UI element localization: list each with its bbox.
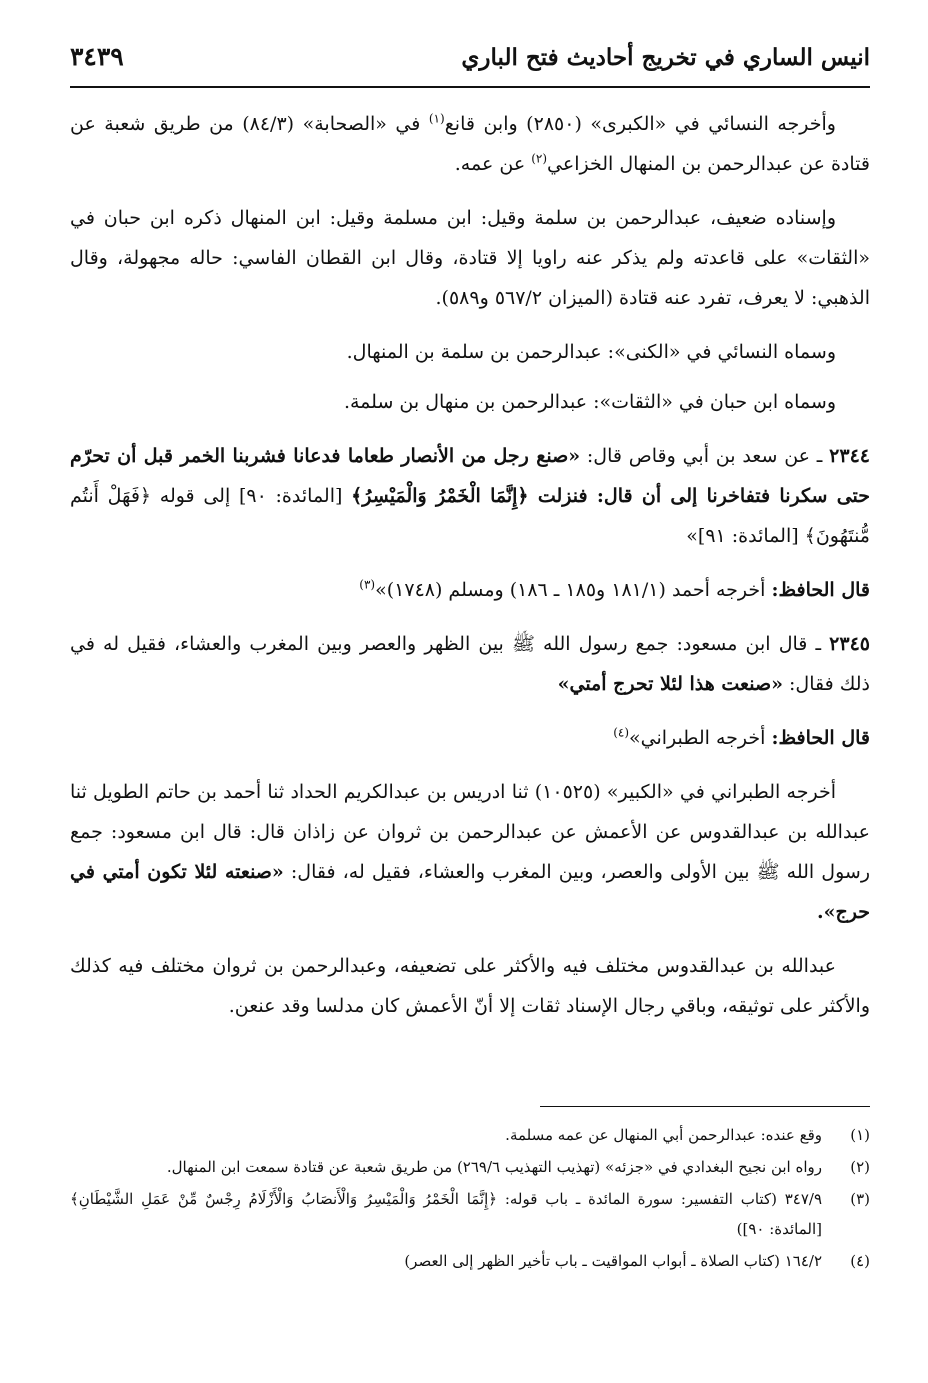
paragraph-isnad-grading: وإسناده ضعيف، عبدالرحمن بن سلمة وقيل: ابن مسلمة وقيل: ابن المنهال ذكره ابن حبان في «الثقات» على قاعدته ولم يذكر عنه راويا إلا قتادة، وقال ابن القطان الفاسي: حاله مجهولة، وقال الذهبي: لا يعرف، تفرد عنه قتادة (الميزان ٥٦٧/٢ و٥٨٩). (70, 207, 870, 309)
page-header (70, 38, 870, 88)
hadith-matn-cont: [المائدة: ٩٠] إلى قوله ﴿فَهَلْ أَنتُم مُّنتَهُونَ﴾ [المائدة: ٩١]» (70, 485, 870, 547)
footnote-text: ٣٤٧/٩ (كتاب التفسير: سورة المائدة ـ باب قوله: ﴿إِنَّمَا الْخَمْرُ وَالْمَيْسِرُ وَالْأَنصَابُ وَالْأَزْلَامُ رِجْسٌ مِّنْ عَمَلِ الشَّيْطَانِ﴾ [المائدة: ٩٠]) (70, 1190, 822, 1238)
hafiz-text: أخرجه الطبراني» (629, 727, 772, 749)
text-segment: في «الصحابة» (٨٤/٣) من طريق شعبة عن قتادة عن عبدالرحمن بن المنهال الخزاعي (70, 113, 870, 175)
footnote-text: رواه ابن نجيح البغدادي في «جزئه» (تهذيب التهذيب ٢٦٩/٦) من طريق شعبة عن قتادة سمعت ابن المنهال. (166, 1158, 822, 1176)
footnote-ref-2[interactable]: (٢) (531, 151, 548, 166)
text-segment: عن عمه. (454, 153, 532, 175)
hadith-matn: «صنع رجل من الأنصار طعاما فدعانا فشربنا الخمر قبل أن تحرّم حتى سكرنا فتفاخرنا إلى أن قال: فنزلت ﴿إِنَّمَا الْخَمْرُ وَالْمَيْسِرُ﴾ (70, 445, 871, 507)
hadith-number: ٢٣٤٤ (829, 445, 870, 467)
hafiz-label: قال الحافظ: (771, 727, 870, 749)
hadith-matn: «صنعته لئلا تكون أمتي في حرج». (70, 861, 870, 923)
hadith-2344 (70, 436, 870, 556)
hafiz-note-2345 (70, 718, 870, 758)
paragraph-ibn-hibban-naming: وسماه ابن حبان في «الثقات»: عبدالرحمن بن منهال بن سلمة. (343, 391, 836, 413)
page-number: ٣٤٣٩ (70, 42, 124, 71)
footnote-number: (٣) (850, 1190, 870, 1208)
footnote-ref-4[interactable]: (٤) (613, 725, 630, 740)
footnotes (70, 1120, 870, 1278)
paragraph-nasai-naming: وسماه النسائي في «الكنى»: عبدالرحمن بن سلمة بن المنهال. (346, 341, 836, 363)
footnote-4 (70, 1246, 870, 1276)
hadith-number: ٢٣٤٥ (829, 633, 870, 655)
footnote-number: (٢) (850, 1158, 870, 1176)
footnote-separator (540, 1106, 870, 1107)
text-segment: وأخرجه النسائي في «الكبرى» (٢٨٥٠) وابن قانع (444, 113, 836, 135)
paragraph-takhrij-1 (70, 104, 870, 184)
paragraph-tabarani-takhrij (70, 772, 870, 932)
main-text (70, 104, 870, 1040)
footnote-2 (70, 1152, 870, 1182)
footnote-ref-3[interactable]: (٣) (359, 577, 376, 592)
text-segment: أخرجه الطبراني في «الكبير» (١٠٥٢٥) ثنا ادريس بن عبدالكريم الحداد ثنا أحمد بن حاتم الطويل ثنا عبدالله بن عبدالقدوس عن الأعمش عن عبدالرحمن بن ثروان عن زاذان قال: قال ابن مسعود: جمع رسول الله ﷺ بين الأولى والعصر، وبين المغرب والعشاء، فقيل له، فقال: (70, 781, 870, 883)
hafiz-text: أخرجه أحمد (١٨١/١ و١٨٥ ـ ١٨٦) ومسلم (١٧٤٨)» (375, 579, 772, 601)
hadith-intro: ـ عن سعد بن أبي وقاص قال: (580, 445, 830, 467)
hadith-intro: ـ قال ابن مسعود: جمع رسول الله ﷺ بين الظهر والعصر وبين المغرب والعشاء، فقيل له في ذلك فقال: (70, 633, 870, 695)
footnote-text: ١٦٤/٢ (كتاب الصلاة ـ أبواب المواقيت ـ باب تأخير الظهر إلى العصر) (404, 1252, 822, 1270)
hadith-matn: «صنعت هذا لئلا تحرج أمتي» (557, 673, 783, 695)
footnote-text: وقع عنده: عبدالرحمن أبي المنهال عن عمه مسلمة. (505, 1126, 822, 1144)
footnote-3 (70, 1184, 870, 1244)
paragraph-narrators-grading: عبدالله بن عبدالقدوس مختلف فيه والأكثر على تضعيفه، وعبدالرحمن بن ثروان مختلف فيه كذلك والأكثر على توثيقه، وباقي رجال الإسناد ثقات إلا أنّ الأعمش كان مدلسا وقد عنعن. (70, 955, 870, 1017)
hafiz-label: قال الحافظ: (771, 579, 870, 601)
footnote-number: (٤) (850, 1252, 870, 1270)
footnote-1 (70, 1120, 870, 1150)
footnote-number: (١) (850, 1126, 870, 1144)
running-title: انيس الساري في تخريج أحاديث فتح الباري (461, 44, 870, 71)
hadith-2345 (70, 624, 870, 704)
footnote-ref-1[interactable]: (١) (428, 111, 445, 126)
hafiz-note-2344 (70, 570, 870, 610)
